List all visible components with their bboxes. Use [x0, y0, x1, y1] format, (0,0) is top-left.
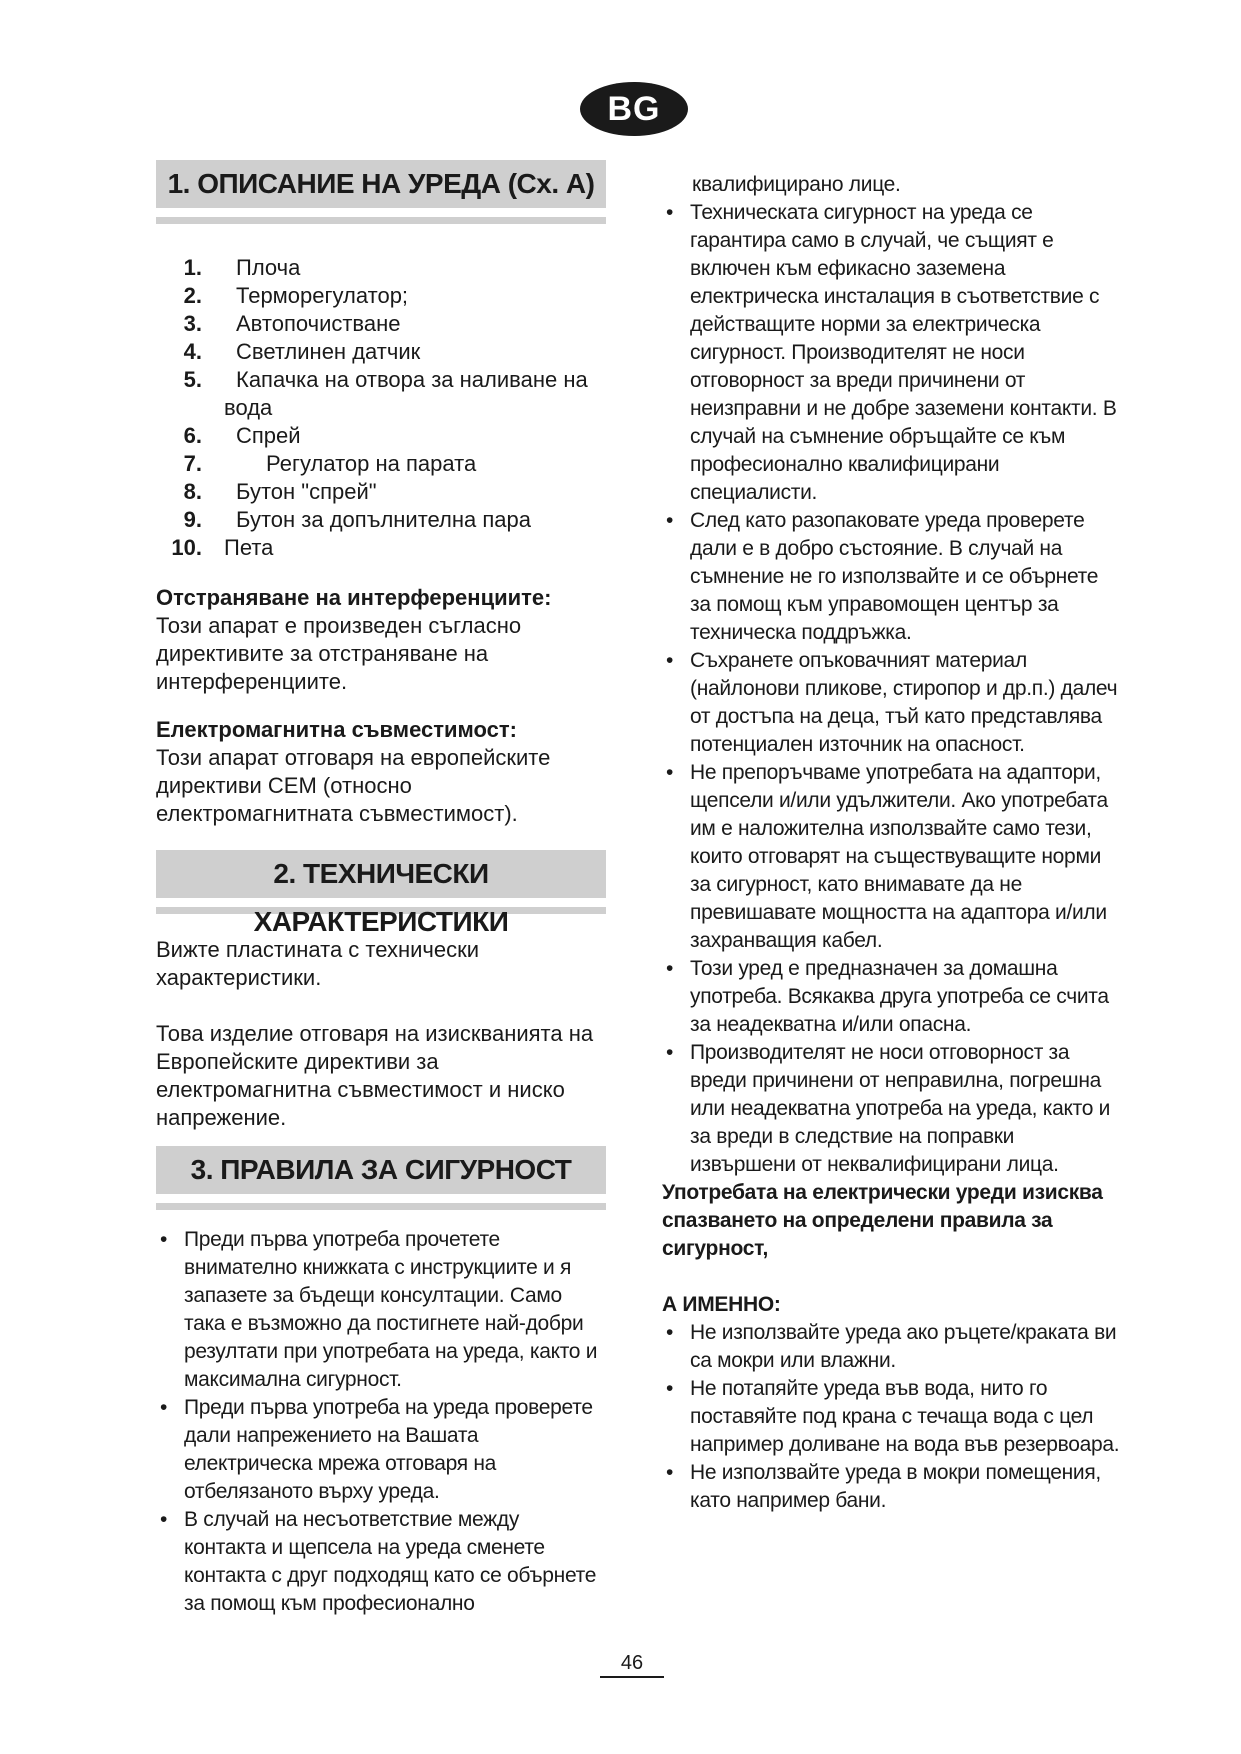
parts-list — [156, 254, 606, 562]
list-item: • Не използвайте уреда в мокри помещения, като например бани. — [662, 1459, 1122, 1515]
list-item: • Не потапяйте уреда във вода, нито го поставяйте под крана с течаща вода с цел например доливане на вода във резервоара. — [662, 1375, 1122, 1459]
section2-title: 2. ТЕХНИЧЕСКИ ХАРАКТЕРИСТИКИ — [156, 850, 606, 898]
continuation-text: квалифицирано лице. — [692, 173, 901, 196]
section1-title: 1. ОПИСАНИЕ НА УРЕДА (Сх. А) — [156, 160, 606, 208]
list-item: • Производителят не носи отговорност за вреди причинени от неправилна, погрешна или неадекватна употреба на уреда, както и за вреди в следствие на поправки извършени от неквалифицирани лица. — [662, 1039, 1122, 1179]
list-item: 9. Бутон за допълнителна пара — [183, 507, 532, 532]
list-item: 6. Спрей — [183, 423, 301, 448]
safety-list-left — [156, 1226, 606, 1618]
usage-title: Употребата на електрически уреди изисква спазването на определени правила за сигурност, — [662, 1181, 1103, 1260]
list-item: • В случай на несъответствие между контакта и щепсела на уреда сменете контакта с друг подходящ като се обърнете за помощ към професионално — [156, 1506, 606, 1618]
list-item: 1. Плоча — [183, 255, 301, 280]
list-item: • Преди първа употреба на уреда проверете дали напрежението на Вашата електрическа мрежа отговаря на отбелязаното върху уреда. — [156, 1394, 606, 1506]
emc-text: Този апарат отговаря на европейските директиви CEM (относно електромагнитната съвместимост). — [156, 745, 551, 826]
list-item: • След като разопаковате уреда проверете дали е в добро състояние. В случай на съмнение не го използвайте и се обърнете за помощ към упрaвомощен център за техническа поддръжка. — [662, 507, 1122, 647]
emc-title: Електромагнитна съвместимост: — [156, 717, 518, 742]
page-number: 46 — [600, 1650, 664, 1678]
list-item: • Не използвайте уреда ако ръцете/краката ви са мокри или влажни. — [662, 1319, 1122, 1375]
section3-title: 3. ПРАВИЛА ЗА СИГУРНОСТ — [156, 1146, 606, 1194]
list-item: 8. Бутон "спрей" — [183, 479, 377, 504]
namely-list — [662, 1319, 1122, 1515]
list-item: 4. Светлинен датчик — [183, 339, 421, 364]
right-column — [662, 171, 1122, 1515]
left-column — [156, 160, 606, 1618]
list-item: 3. Автопочистване — [183, 311, 401, 336]
list-item: • Съхранете опъковачният материал (найлонови пликове, стиропор и др.п.) далеч от достъпа на деца, тъй като представлява потенциален източник на опасност. — [662, 647, 1122, 759]
list-item: • Техническата сигурност на уреда се гарантира само в случай, че същият е включен към ефикасно заземена електрическа инсталация в съответствие с действащите норми за електрическа сигурност. Производителят не носи отговорност за вреди причинени от неизправни и не добре заземени контакти. В случай на съмнение обръщайте се към професионално квалифицирани специалисти. — [662, 199, 1122, 507]
list-item: 10. Пета — [171, 535, 274, 560]
list-item: • Този уред е предназначен за домашна употреба. Всякаква друга употреба се счита за неадекватна и/или опасна. — [662, 955, 1122, 1039]
directives-text: Това изделие отговаря на изискванията на Европейските директиви за електромагнитна съвместимост и ниско напрежение. — [156, 1021, 594, 1130]
namely-title: А ИМЕННО: — [662, 1293, 781, 1316]
language-badge: BG — [580, 82, 688, 136]
interference-text: Този апарат е произведен съгласно директивите за отстраняване на интерференциите. — [156, 613, 522, 694]
safety-list-right — [662, 199, 1122, 1179]
interference-title: Отстраняване на интерференциите: — [156, 585, 552, 610]
list-item: 7. Регулатор на парата — [183, 451, 477, 476]
list-item: 2. Терморегулатор; — [183, 283, 409, 308]
section3-rule — [156, 1203, 606, 1210]
list-item: • Не препоръчваме употребата на адаптори, щепсели и/или удължители. Ако употребата им е наложителна използвайте само тези, които отговарят на съществуващите норми за сигурност, като внимавате да не превишавате мощността на адаптора и/или захранващия кабел. — [662, 759, 1122, 955]
list-item: 5. Капачка на отвора за наливане на вода — [183, 367, 588, 420]
tech-plate-text: Вижте пластината с технически характеристики. — [156, 937, 480, 990]
section1-rule — [156, 217, 606, 224]
list-item: • Преди първа употреба прочетете внимателно книжката с инструкциите и я запазете за бъдещи консултации. Само така е възможно да постигнете най-добри резултати при употребата на уреда, както и максимална сигурност. — [156, 1226, 606, 1394]
